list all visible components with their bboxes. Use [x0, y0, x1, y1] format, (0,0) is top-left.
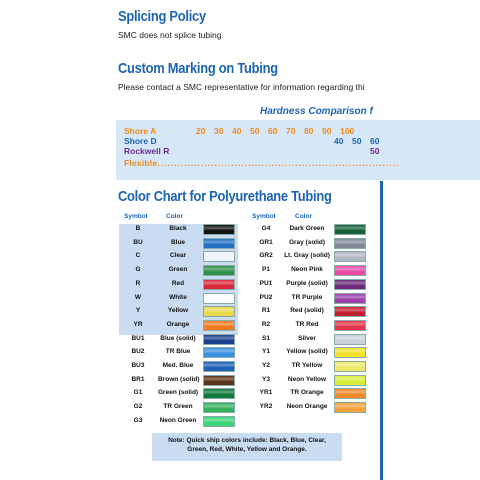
- color-symbol: BU1: [131, 334, 145, 342]
- color-symbol: Y1: [262, 348, 270, 356]
- rockwell-r-label: Rockwell R: [124, 146, 170, 156]
- color-swatch: [203, 334, 235, 345]
- color-symbol: S1: [262, 334, 270, 342]
- shore-a-value: 100: [340, 126, 355, 136]
- color-symbol: BU2: [131, 348, 145, 356]
- flexible-label: Flexible........................................................................: [124, 158, 400, 168]
- color-swatch: [203, 293, 235, 304]
- splicing-policy-text: SMC does not splice tubing.: [118, 30, 224, 40]
- color-swatch: [203, 265, 235, 276]
- color-name: Blue: [170, 238, 186, 246]
- color-symbol: P1: [262, 266, 270, 274]
- color-swatch: [334, 388, 366, 399]
- color-swatch: [203, 375, 235, 386]
- color-swatch: [334, 334, 366, 345]
- shore-a-value: 20: [196, 126, 206, 136]
- shore-a-value: 70: [286, 126, 296, 136]
- color-symbol: BU: [133, 238, 143, 246]
- color-name: Purple (solid): [286, 279, 328, 287]
- color-name: Yellow: [167, 307, 189, 315]
- color-swatch: [203, 347, 235, 358]
- color-symbol: G1: [133, 389, 143, 397]
- color-symbol: BU3: [131, 362, 145, 369]
- color-name: Black: [169, 225, 187, 232]
- color-name: Lt. Gray (solid): [284, 252, 330, 260]
- custom-marking-heading: Custom Marking on Tubing: [118, 60, 278, 77]
- color-symbol: R: [135, 279, 141, 287]
- color-name: Neon Orange: [286, 403, 328, 411]
- rockwell-r-value: 50: [370, 146, 380, 156]
- color-name: Gray (solid): [288, 238, 326, 246]
- color-swatch: [203, 251, 235, 262]
- color-swatch: [334, 375, 366, 386]
- color-name: TR Orange: [290, 389, 324, 397]
- color-symbol: G3: [133, 416, 143, 424]
- color-symbol: GR2: [259, 252, 273, 260]
- color-name: White: [169, 293, 187, 301]
- color-name: Silver: [298, 334, 316, 342]
- color-swatch: [203, 361, 235, 372]
- color-symbol: YR1: [259, 389, 273, 397]
- color-swatch: [203, 320, 235, 331]
- color-swatch: [334, 251, 366, 262]
- shore-a-value: 30: [214, 126, 224, 136]
- left-color-header: Color: [166, 213, 183, 220]
- shore-d-value: 50: [352, 136, 362, 146]
- color-symbol: Y2: [262, 362, 270, 369]
- color-symbol: G4: [261, 225, 271, 232]
- color-symbol: GR1: [259, 238, 273, 246]
- shore-a-value: 60: [268, 126, 278, 136]
- note-line-2: Green, Red, White, Yellow and Orange.: [187, 446, 307, 453]
- quick-ship-note: [152, 433, 342, 461]
- shore-d-value: 60: [370, 136, 380, 146]
- color-chart-heading: Color Chart for Polyurethane Tubing: [118, 188, 332, 205]
- color-symbol: BR1: [131, 375, 145, 383]
- color-swatch: [203, 224, 235, 235]
- shore-a-value: 80: [304, 126, 314, 136]
- color-swatch: [334, 361, 366, 372]
- color-symbol: PU2: [259, 293, 273, 301]
- color-name: Blue (solid): [160, 334, 196, 342]
- color-name: Red: [171, 279, 185, 287]
- color-swatch: [203, 416, 235, 427]
- color-symbol: R2: [261, 320, 271, 328]
- color-name: Clear: [169, 252, 187, 260]
- color-name: TR Purple: [291, 293, 323, 301]
- color-swatch: [334, 293, 366, 304]
- hardness-comparison-title: Hardness Comparison f: [260, 106, 373, 117]
- color-name: Med. Blue: [162, 362, 194, 369]
- shore-a-value: 90: [322, 126, 332, 136]
- color-symbol: Y: [135, 307, 141, 315]
- color-swatch: [334, 265, 366, 276]
- right-symbol-header: Symbol: [252, 213, 276, 220]
- color-symbol: W: [134, 293, 142, 301]
- color-swatch: [203, 306, 235, 317]
- shore-a-value: 40: [232, 126, 242, 136]
- color-swatch: [203, 402, 235, 413]
- color-swatch: [334, 402, 366, 413]
- shore-a-label: Shore A: [124, 126, 157, 136]
- splicing-policy-heading: Splicing Policy: [118, 8, 206, 25]
- color-symbol: B: [135, 225, 141, 232]
- color-swatch: [334, 238, 366, 249]
- color-symbol: C: [135, 252, 141, 260]
- color-swatch: [334, 306, 366, 317]
- color-name: TR Green: [163, 403, 193, 411]
- color-name: Green (solid): [158, 389, 199, 397]
- color-symbol: Y3: [262, 375, 270, 383]
- color-name: Red (solid): [290, 307, 324, 315]
- color-name: Brown (solid): [158, 375, 200, 383]
- note-line-1: Note: Quick ship colors include: Black, Blue, Clear,: [168, 437, 326, 444]
- right-color-header: Color: [295, 213, 312, 220]
- color-swatch: [203, 279, 235, 290]
- color-swatch: [334, 224, 366, 235]
- color-name: Neon Pink: [291, 266, 323, 274]
- shore-d-value: 40: [334, 136, 344, 146]
- color-swatch: [203, 238, 235, 249]
- shore-d-label: Shore D: [124, 136, 157, 146]
- shore-a-value: 50: [250, 126, 260, 136]
- color-name: Orange: [166, 320, 190, 328]
- color-swatch: [334, 320, 366, 331]
- color-name: Neon Green: [159, 416, 197, 424]
- color-name: TR Yellow: [291, 362, 323, 369]
- custom-marking-text: Please contact a SMC representative for information regarding thi: [118, 82, 365, 92]
- color-symbol: YR: [133, 320, 143, 328]
- color-symbol: PU1: [259, 279, 273, 287]
- color-name: Yellow (solid): [286, 348, 328, 356]
- left-symbol-header: Symbol: [124, 213, 148, 220]
- color-name: Neon Yellow: [287, 375, 327, 383]
- color-swatch: [334, 279, 366, 290]
- color-swatch: [203, 388, 235, 399]
- color-name: TR Blue: [165, 348, 191, 356]
- color-symbol: G: [135, 266, 141, 274]
- color-symbol: G2: [133, 403, 143, 411]
- color-symbol: YR2: [259, 403, 273, 411]
- color-name: Green: [168, 266, 188, 274]
- color-symbol: R1: [261, 307, 271, 315]
- color-name: Dark Green: [289, 225, 325, 232]
- color-swatch: [334, 347, 366, 358]
- color-name: TR Red: [295, 320, 319, 328]
